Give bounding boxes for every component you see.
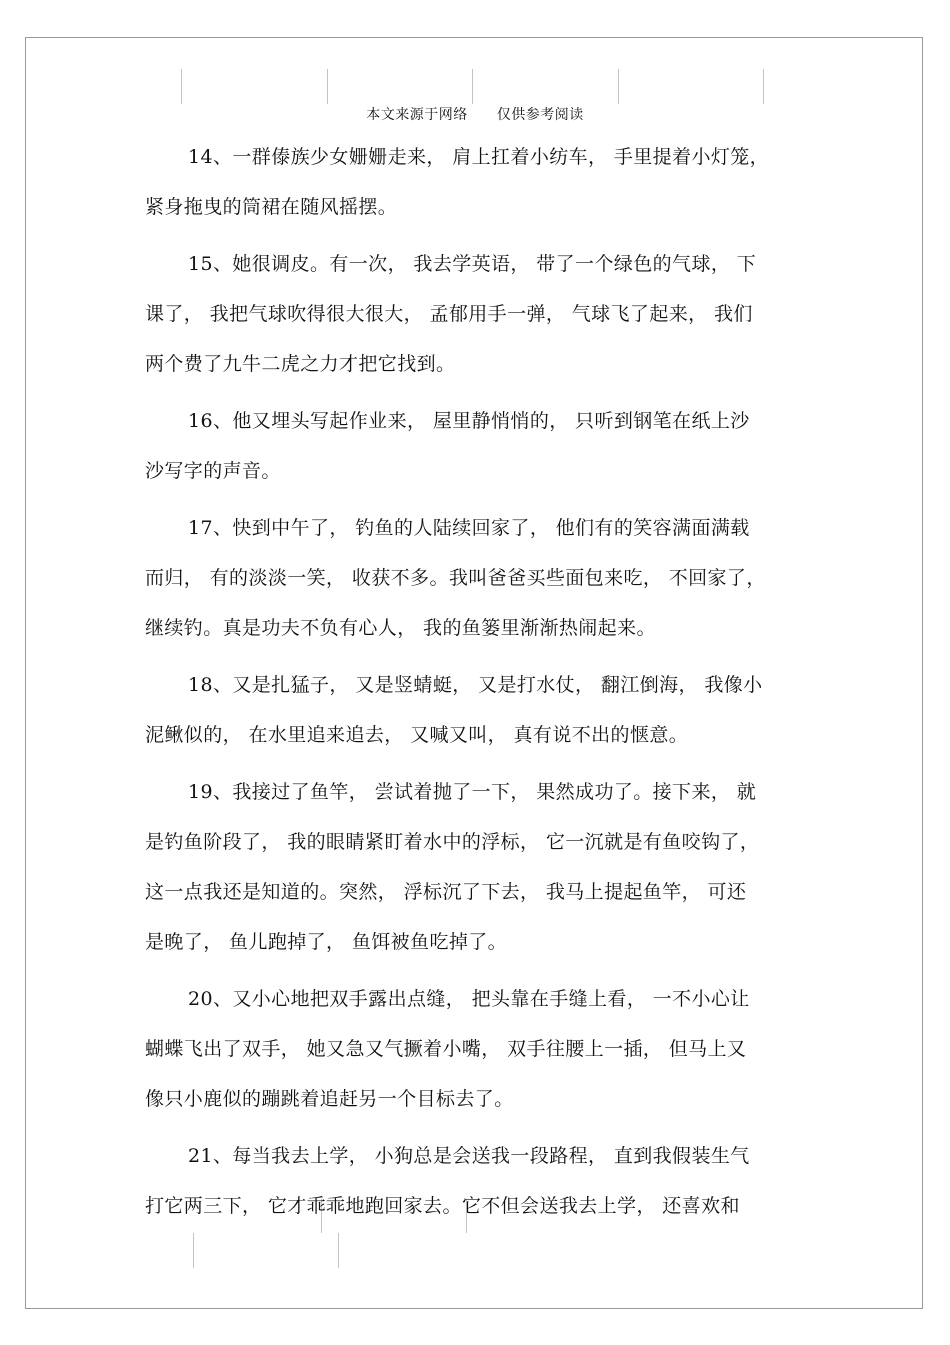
paragraph-line: 打它两三下， 它才乖乖地跑回家去。它不但会送我去上学， 还喜欢和	[145, 1195, 740, 1217]
paragraph-line: 19、我接过了鱼竿， 尝试着抛了一下， 果然成功了。接下来， 就	[188, 781, 757, 803]
top-rule-mark-3	[472, 69, 473, 104]
paragraph-line: 课了， 我把气球吹得很大很大， 孟郁用手一弹， 气球飞了起来， 我们	[145, 303, 753, 325]
paragraph-15	[145, 239, 795, 389]
paragraph-line: 20、又小心地把双手露出点缝， 把头靠在手缝上看， 一不小心让	[188, 988, 750, 1010]
top-rule-mark-1	[181, 69, 182, 104]
paragraph-line: 14、一群傣族少女姗姗走来， 肩上扛着小纺车， 手里提着小灯笼，	[188, 146, 770, 168]
paragraph-line: 这一点我还是知道的。突然， 浮标沉了下去， 我马上提起鱼竿， 可还	[145, 881, 747, 903]
paragraph-17	[145, 503, 795, 653]
top-rule-mark-2	[327, 69, 328, 104]
paragraph-line: 继续钓。真是功夫不负有心人， 我的鱼篓里渐渐热闹起来。	[145, 617, 656, 639]
bottom-rule-mark-4	[338, 1233, 339, 1268]
paragraph-line: 泥鳅似的， 在水里追来追去， 又喊又叫， 真有说不出的惬意。	[145, 724, 689, 746]
paragraph-20	[145, 974, 795, 1124]
paragraph-16	[145, 396, 795, 496]
header-source-note: 本文来源于网络	[366, 107, 468, 123]
paragraph-line: 像只小鹿似的蹦跳着追赶另一个目标去了。	[145, 1088, 514, 1110]
paragraph-line: 沙写字的声音。	[145, 460, 281, 482]
paragraph-19	[145, 767, 795, 967]
paragraph-line: 是晚了， 鱼儿跑掉了， 鱼饵被鱼吃掉了。	[145, 931, 508, 953]
paragraph-line: 而归， 有的淡淡一笑， 收获不多。我叫爸爸买些面包来吃， 不回家了，	[145, 567, 766, 589]
paragraph-line: 18、又是扎猛子， 又是竖蜻蜓， 又是打水仗， 翻江倒海， 我像小	[188, 674, 763, 696]
paragraph-line: 是钓鱼阶段了， 我的眼睛紧盯着水中的浮标， 它一沉就是有鱼咬钩了，	[145, 831, 760, 853]
paragraph-line: 两个费了九牛二虎之力才把它找到。	[145, 353, 456, 375]
page-header	[0, 104, 950, 124]
header-reference-note: 仅供参考阅读	[496, 107, 584, 123]
paragraph-line: 17、快到中午了， 钓鱼的人陆续回家了， 他们有的笑容满面满载	[188, 517, 750, 539]
document-body	[145, 132, 795, 1238]
paragraph-line: 16、他又埋头写起作业来， 屋里静悄悄的， 只听到钢笔在纸上沙	[188, 410, 750, 432]
bottom-rule-mark-3	[193, 1233, 194, 1268]
paragraph-line: 21、每当我去上学， 小狗总是会送我一段路程， 直到我假装生气	[188, 1145, 750, 1167]
paragraph-line: 蝴蝶飞出了双手， 她又急又气撅着小嘴， 双手往腰上一插， 但马上又	[145, 1038, 747, 1060]
paragraph-18	[145, 660, 795, 760]
paragraph-14	[145, 132, 795, 232]
top-rule-mark-4	[618, 69, 619, 104]
paragraph-21	[145, 1131, 795, 1231]
paragraph-line: 15、她很调皮。有一次， 我去学英语， 带了一个绿色的气球， 下	[188, 253, 757, 275]
top-rule-mark-5	[763, 69, 764, 104]
paragraph-line: 紧身拖曳的筒裙在随风摇摆。	[145, 196, 398, 218]
